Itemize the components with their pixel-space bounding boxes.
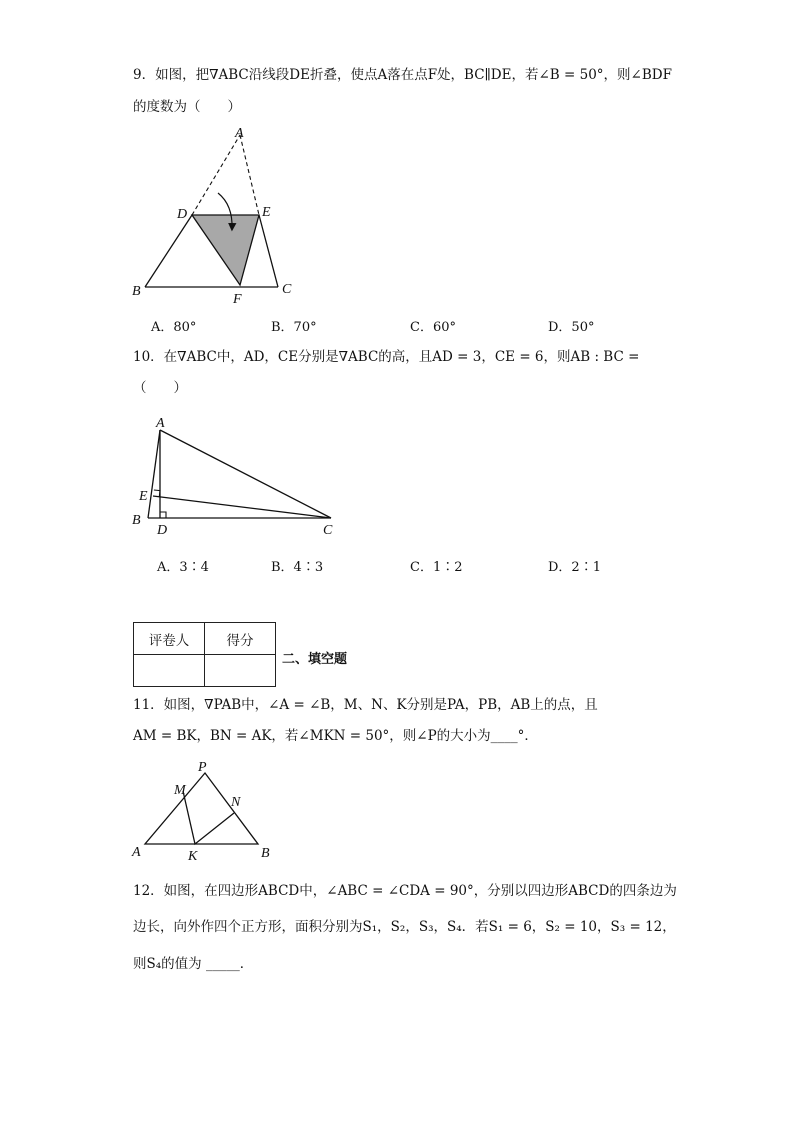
- score-table-reviewer-header: 评卷人: [134, 623, 205, 655]
- q9-text-line1: 9．如图，把∇ABC沿线段DE折叠，使点A落在点F处，BC∥DE，若∠B = 50°，则∠BDF: [133, 67, 672, 83]
- q11-label-k: K: [188, 849, 198, 864]
- q11-label-b: B: [261, 846, 270, 861]
- q12-text-line2: 边长，向外作四个正方形，面积分别为S₁，S₂，S₃，S₄．若S₁ = 6，S₂ = 10，S₃ = 12，: [133, 919, 676, 935]
- score-table-score-cell: [205, 655, 276, 687]
- q10-right-angle-d: [160, 512, 166, 518]
- q10-figure: [125, 410, 345, 542]
- q10-choice-c: C．1∶2: [410, 560, 463, 575]
- q10-side-ac: [160, 430, 331, 518]
- q11-triangle-pab: [145, 773, 258, 844]
- q10-text-line2: （ ）: [133, 380, 187, 396]
- q11-text-line1: 11．如图，∇PAB中，∠A = ∠B，M、N、K分别是PA，PB，AB上的点，且: [133, 697, 598, 713]
- q10-label-c: C: [323, 523, 333, 538]
- q9-side-ec: [259, 215, 278, 287]
- section-title: 二、填空题: [282, 652, 348, 667]
- score-table: [133, 622, 276, 687]
- q9-dashed-side-ad: [192, 135, 240, 215]
- q10-altitude-ce: [153, 496, 331, 518]
- q9-label-d: D: [177, 207, 188, 222]
- q9-label-c: C: [282, 282, 292, 297]
- q11-text-line2: AM = BK，BN = AK，若∠MKN = 50°，则∠P的大小为____°．: [133, 728, 538, 744]
- q11-label-p: P: [198, 760, 207, 775]
- q12-text-line3: 则S₄的值为 _____．: [133, 956, 254, 972]
- q10-text-line1: 10．在∇ABC中，AD，CE分别是∇ABC的高，且AD = 3，CE = 6，则AB : BC =: [133, 349, 640, 365]
- q9-choice-d: D．50°: [548, 320, 595, 335]
- q12-text-line1: 12．如图，在四边形ABCD中，∠ABC = ∠CDA = 90°，分别以四边形ABCD的四条边为: [133, 883, 677, 899]
- q9-choice-c: C．60°: [410, 320, 456, 335]
- q10-choice-a: A．3∶4: [157, 560, 209, 575]
- q9-label-b: B: [132, 284, 141, 299]
- q11-label-n: N: [231, 795, 241, 810]
- q9-choice-a: A．80°: [151, 320, 197, 335]
- q10-choice-d: D．2∶1: [548, 560, 601, 575]
- q9-label-e: E: [262, 205, 271, 220]
- q9-text-line2: 的度数为（ ）: [133, 99, 241, 115]
- q10-label-b: B: [132, 513, 141, 528]
- q11-segments-mkn: [183, 791, 234, 844]
- q10-label-e: E: [139, 489, 148, 504]
- score-table-reviewer-cell: [134, 655, 205, 687]
- q11-label-m: M: [174, 783, 186, 798]
- q10-side-ab: [148, 430, 160, 518]
- q9-choice-b: B．70°: [271, 320, 317, 335]
- q9-dashed-side-ae: [240, 135, 259, 215]
- q10-choice-b: B．4∶3: [271, 560, 324, 575]
- q9-label-f: F: [233, 292, 242, 307]
- q9-label-a: A: [235, 126, 244, 141]
- q9-figure: [125, 123, 310, 308]
- q11-label-a: A: [132, 845, 141, 860]
- score-table-score-header: 得分: [205, 623, 276, 655]
- q11-figure: [125, 758, 285, 866]
- q9-folded-triangle: [192, 215, 259, 285]
- q10-label-d: D: [157, 523, 168, 538]
- q9-side-bd: [145, 215, 192, 287]
- q10-label-a: A: [156, 416, 165, 431]
